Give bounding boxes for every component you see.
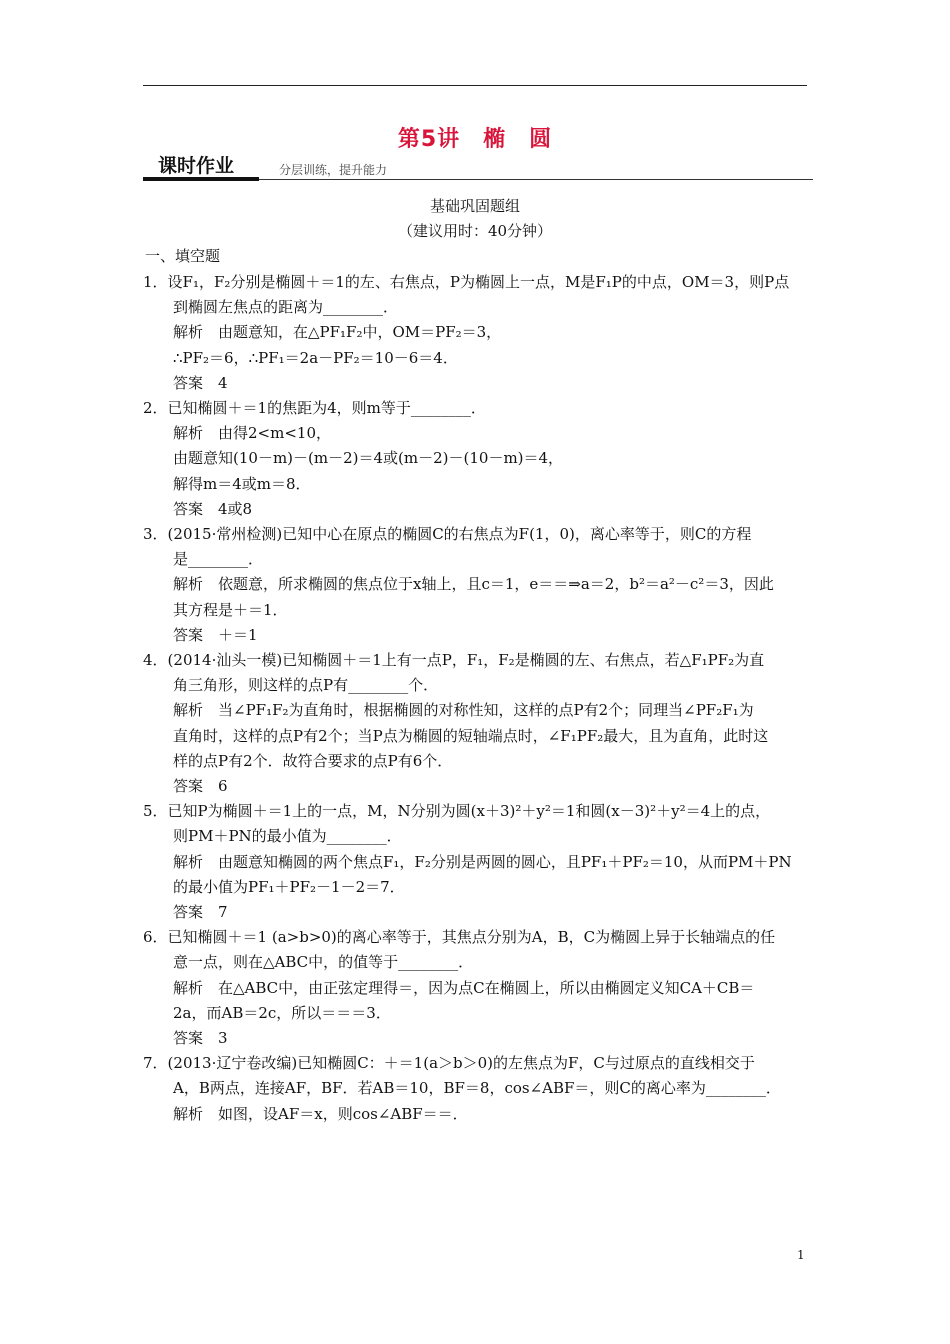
text-line: 解析 由得2<m<10， [173, 424, 331, 443]
text-line: 是________． [173, 550, 264, 569]
text-line: 解析 依题意，所求椭圆的焦点位于x轴上，且c＝1，e＝＝⇒a＝2，b²＝a²－c²＝3，因此 [173, 575, 774, 594]
text-line: 答案 3 [173, 1029, 228, 1047]
banner-underline-thin [259, 179, 813, 180]
text-line: 直角时，这样的点P有2个；当P点为椭圆的短轴端点时，∠F₁PF₂最大，且为直角，此时这 [173, 726, 769, 745]
banner-subtitle: 分层训练，提升能力 [279, 163, 388, 177]
text-line: 答案 4或8 [173, 499, 253, 518]
text-line: 4．(2014·汕头一模)已知椭圆＋＝1上有一点P，F₁，F₂是椭圆的左、右焦点，若△F₁PF₂为直 [143, 651, 765, 669]
text-line: 角三角形，则这样的点P有________个． [173, 676, 439, 695]
text-line: 6．已知椭圆＋＝1 (a>b>0)的离心率等于，其焦点分别为A，B，C为椭圆上异于长轴端点的任 [143, 928, 776, 947]
text-line: 的最小值为PF₁＋PF₂－1－2＝7． [173, 877, 405, 896]
section-title: 基础巩固题组 [429, 197, 520, 215]
text-line: A，B两点，连接AF，BF．若AB＝10，BF＝8，cos∠ABF＝，则C的离心率为________． [173, 1079, 781, 1098]
text-line: 解析 由题意知，在△PF₁F₂中，OM＝PF₂＝3， [173, 323, 502, 342]
text-line: 则PM＋PN的最小值为________． [173, 827, 402, 846]
text-line: 解得m＝4或m＝8． [173, 474, 311, 493]
text-line: 解析 当∠PF₁F₂为直角时，根据椭圆的对称性知，这样的点P有2个；同理当∠PF₂F₁为 [173, 701, 754, 720]
text-line: 样的点P有2个．故符合要求的点P有6个． [173, 751, 453, 770]
header-rule [143, 85, 807, 86]
text-line: 解析 在△ABC中，由正弦定理得＝，因为点C在椭圆上，所以由椭圆定义知CA＋CB＝ [173, 978, 755, 997]
text-line: 7．(2013·辽宁卷改编)已知椭圆C：＋＝1(a＞b＞0)的左焦点为F，C与过原点的直线相交于 [143, 1054, 755, 1073]
text-line: 1．设F₁，F₂分别是椭圆＋＝1的左、右焦点，P为椭圆上一点，M是F₁P的中点，OM＝3，则P点 [143, 273, 790, 291]
text-line: 答案 7 [173, 903, 228, 921]
text-line: 5．已知P为椭圆＋＝1上的一点，M，N分别为圆(x＋3)²＋y²＝1和圆(x－3)²＋y²＝4上的点， [143, 802, 771, 821]
text-line: 其方程是＋＝1． [173, 600, 288, 619]
text-line: 由题意知(10－m)－(m－2)＝4或(m－2)－(10－m)＝4， [173, 449, 564, 468]
text-line: 答案 ＋＝1 [173, 625, 258, 644]
banner-label: 课时作业 [158, 155, 235, 177]
banner-underline-thick [143, 177, 259, 181]
text-line: 答案 4 [173, 373, 228, 392]
text-line: 2a，而AB＝2c，所以＝＝＝3． [173, 1003, 391, 1022]
text-line: 解析 如图，设AF＝x，则cos∠ABF＝＝． [173, 1104, 468, 1123]
time-suggestion: （建议用时：40分钟） [397, 222, 553, 240]
part-heading: 一、填空题 [145, 247, 221, 265]
text-line: 解析 由题意知椭圆的两个焦点F₁，F₂分别是两圆的圆心，且PF₁＋PF₂＝10，从而PM＋PN [173, 852, 792, 871]
page-number: 1 [797, 1248, 805, 1262]
text-line: 意一点，则在△ABC中，的值等于________． [173, 953, 474, 972]
text-line: 2．已知椭圆＋＝1的焦距为4，则m等于________． [143, 399, 486, 417]
text-line: 到椭圆左焦点的距离为________． [173, 298, 399, 317]
text-line: ∴PF₂＝6，∴PF₁＝2a－PF₂＝10－6＝4． [173, 348, 458, 367]
text-line: 答案 6 [173, 777, 228, 795]
page-title: 第5讲 椭 圆 [397, 127, 553, 152]
text-line: 3．(2015·常州检测)已知中心在原点的椭圆C的右焦点为F(1，0)，离心率等于，则C的方程 [143, 525, 752, 543]
